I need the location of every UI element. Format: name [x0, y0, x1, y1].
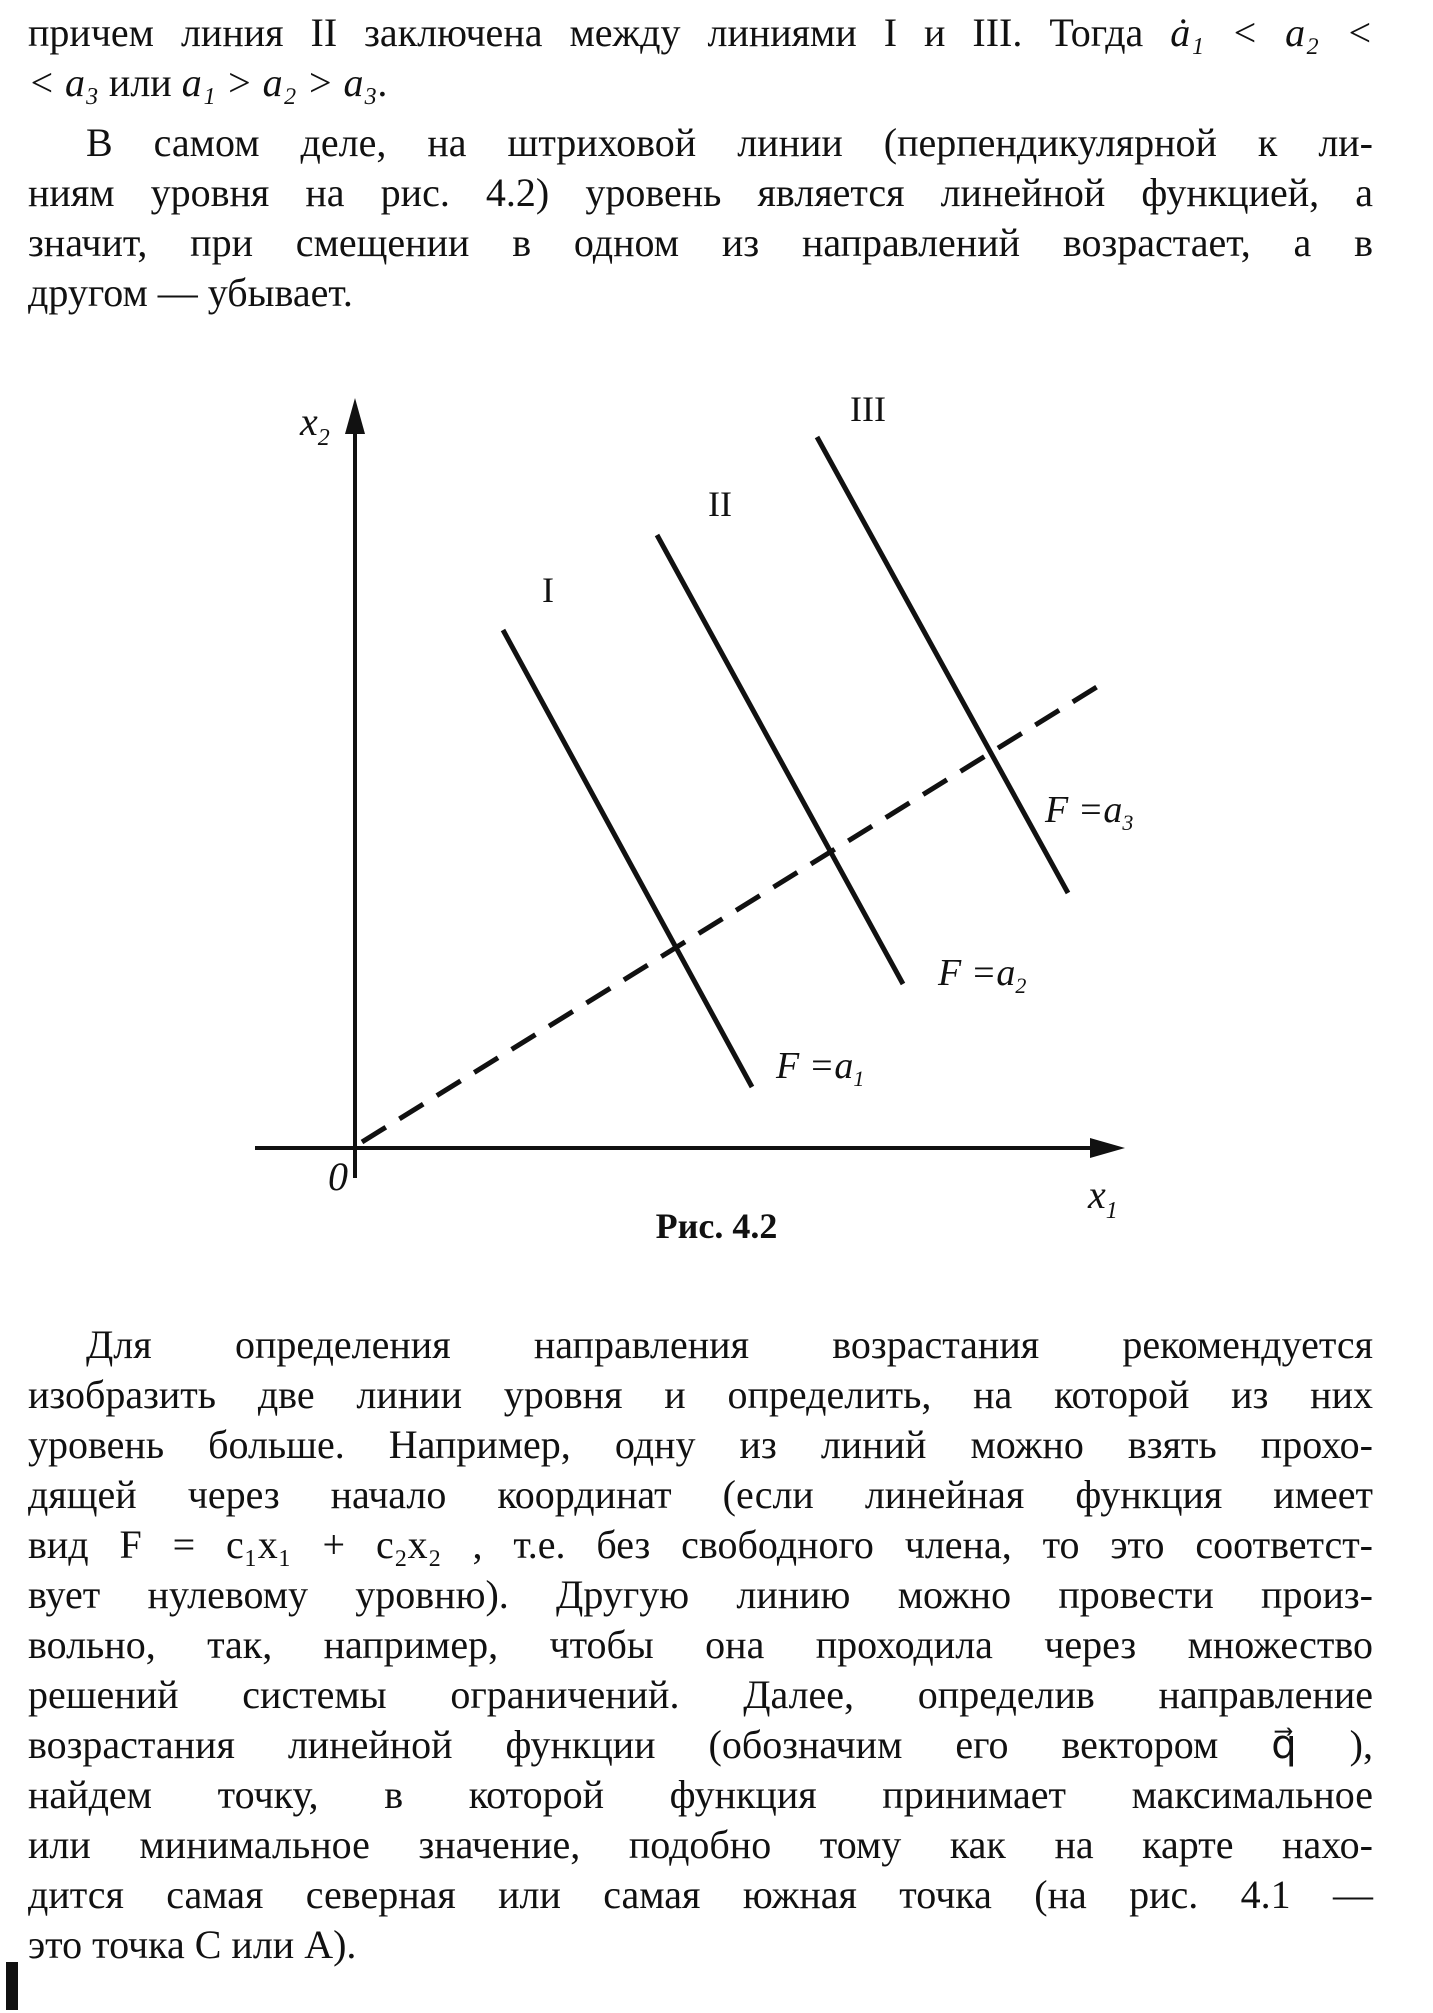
text-line [28, 58, 1373, 108]
paragraph-direction [28, 1320, 1373, 1970]
text-line: ниям уровня на рис. 4.2) уровень является линейной функцией, а [28, 170, 1373, 215]
text-line: решений системы ограничений. Далее, определив направление [28, 1672, 1373, 1717]
text-line: найдем точку, в которой функция принимает максимальное [28, 1772, 1373, 1817]
top-paragraph [28, 8, 1373, 108]
text-line: дится самая северная или самая южная точка (на рис. 4.1 — [28, 1872, 1373, 1917]
line-label-I: I [542, 570, 554, 610]
text-line [28, 8, 1373, 58]
inequality-formula: ȧ₁ < a₂ < [1170, 10, 1373, 55]
scan-edge-mark [6, 1962, 18, 2010]
x-axis-arrow-icon [1090, 1138, 1125, 1158]
text-line: В самом деле, на штриховой линии (перпендикулярной к ли- [86, 120, 1373, 165]
text-line: изобразить две линии уровня и определить, на которой из них [28, 1372, 1373, 1417]
line-label-II: II [708, 484, 732, 524]
origin-label: 0 [328, 1154, 348, 1199]
text-line: вид F = c₁x₁ + c₂x₂ , т.е. без свободного члена, то это соответст- [28, 1522, 1373, 1567]
level-line-II [657, 535, 903, 984]
y-axis-label: $x_2$ [300, 399, 330, 451]
text-fragment: . [377, 60, 388, 105]
dashed-gradient-line [362, 680, 1108, 1142]
level-line-I [503, 630, 752, 1087]
x-axis-label: $x_1$ [1088, 1172, 1118, 1224]
y-axis-arrow-icon [345, 398, 365, 434]
figure-caption: Рис. 4.2 [655, 1206, 778, 1246]
text-line: вует нулевому уровню). Другую линию можно провести произ- [28, 1572, 1373, 1617]
level-label-a1: $F =a_1$ [776, 1045, 865, 1091]
text-line: вольно, так, например, чтобы она проходила через множество [28, 1622, 1373, 1667]
text-line: возрастания линейной функции (обозначим его вектором q⃗ ), [28, 1722, 1373, 1767]
level-line-III [817, 437, 1068, 893]
figure-4-2 [0, 370, 1433, 1224]
text-line: другом — убывает. [28, 270, 353, 315]
text-line: значит, при смещении в одном из направлений возрастает, а в [28, 220, 1373, 265]
formula-fragment: < a₃ [28, 60, 99, 105]
text-line: Для определения направления возрастания рекомендуется [86, 1322, 1373, 1367]
text-line: дящей через начало координат (если линейная функция имеет [28, 1472, 1373, 1517]
line-label-III: III [850, 389, 886, 429]
text-line: уровень больше. Например, одну из линий можно взять прохо- [28, 1422, 1373, 1467]
text-line: это точка C или A). [28, 1922, 357, 1967]
inequality-formula: a₁ > a₂ > a₃ [181, 60, 378, 105]
text-fragment: причем линия II заключена между линиями I и III. Тогда [28, 10, 1171, 55]
level-label-a3: $F =a_3$ [1045, 789, 1134, 835]
level-label-a2: $F =a_2$ [938, 952, 1027, 998]
paragraph-explanation [28, 118, 1373, 318]
text-fragment: или [98, 60, 182, 105]
text-line: или минимальное значение, подобно тому как на карте нахо- [28, 1822, 1373, 1867]
